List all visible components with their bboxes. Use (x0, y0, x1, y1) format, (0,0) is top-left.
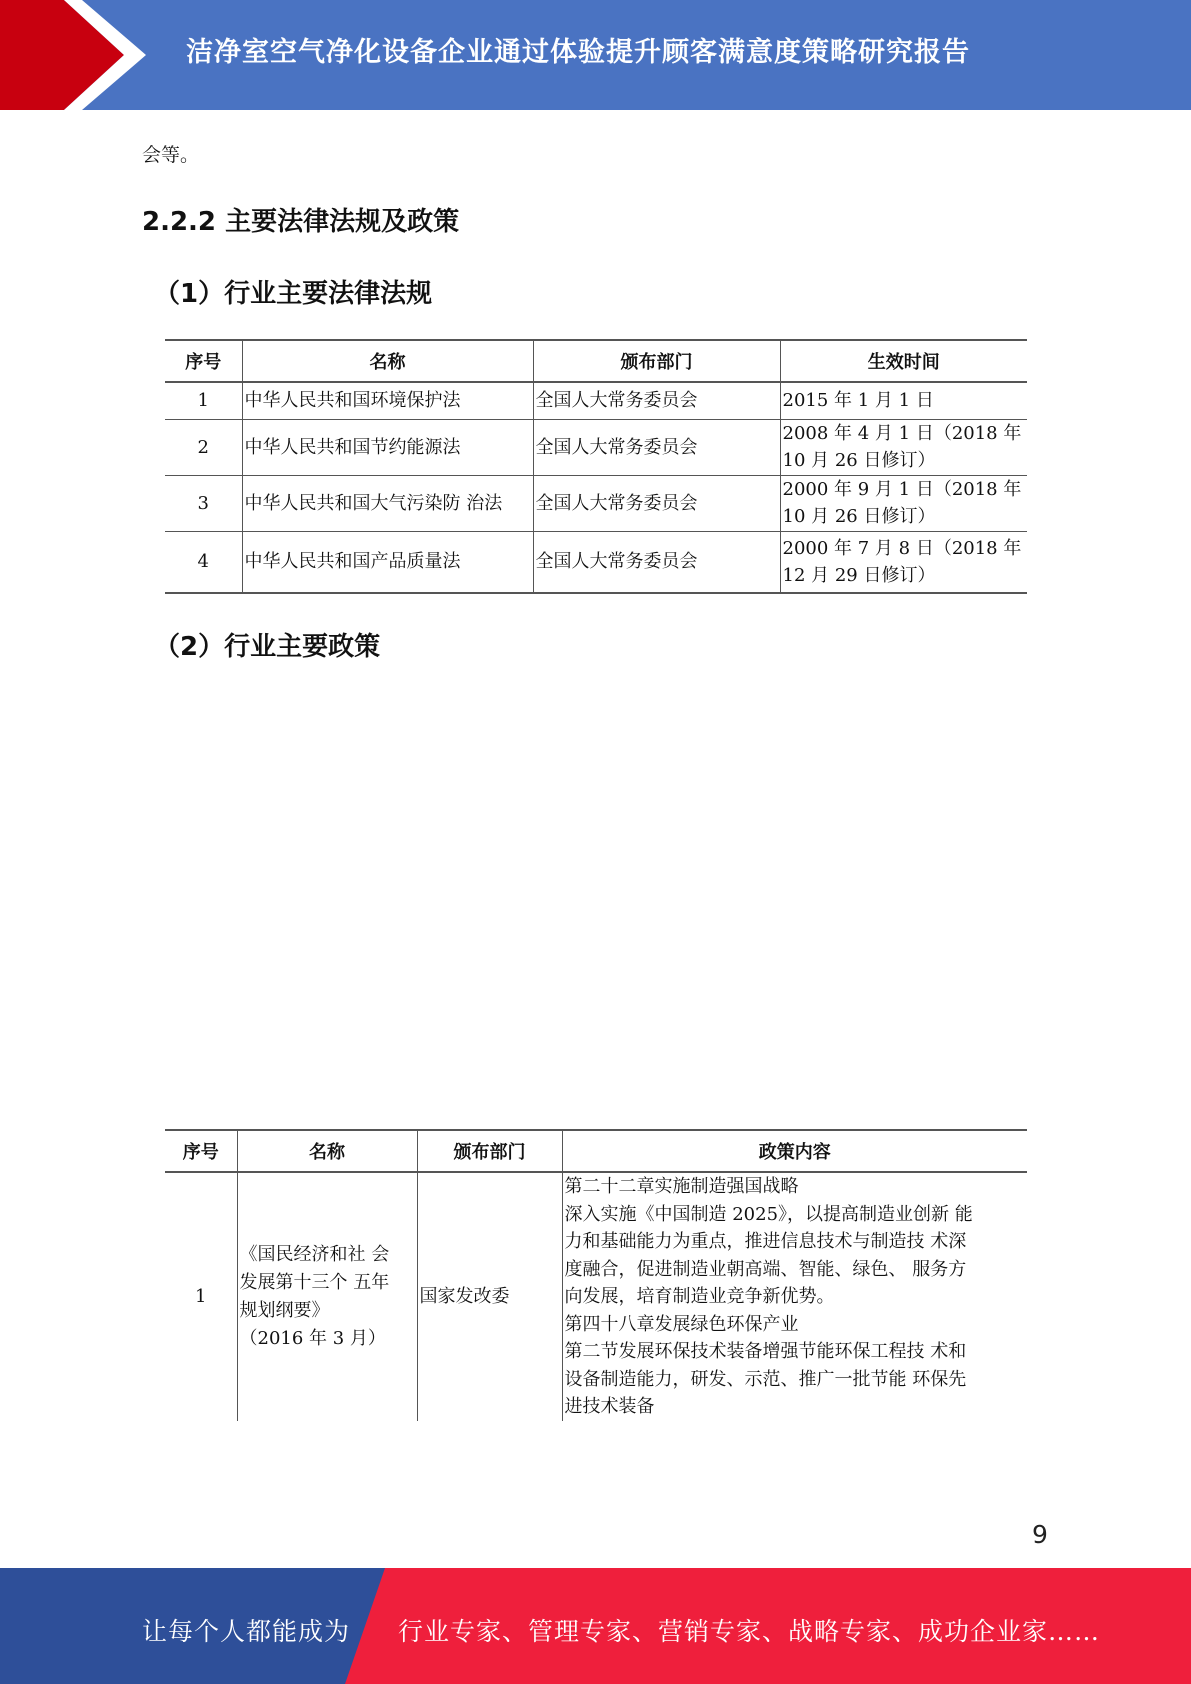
page-number: 9 (1032, 1520, 1048, 1549)
table-header-row (165, 1130, 1027, 1172)
effective-date: 2015 年 1 月 1 日 (780, 382, 1027, 419)
policy-name-line: 发展第十三个 五年 (239, 1271, 390, 1293)
policy-content (562, 1172, 1027, 1421)
table-header-row (165, 340, 1027, 382)
column-header: 序号 (165, 1130, 237, 1172)
policy-name (237, 1172, 417, 1421)
policy-name-line: 规划纲要》 (239, 1299, 330, 1321)
column-header: 名称 (242, 340, 533, 382)
policy-content-line: 向发展，培育制造业竞争新优势。 (564, 1286, 835, 1307)
subsection-laws-heading: （1）行业主要法律法规 (154, 279, 433, 309)
issuing-department: 全国人大常务委员会 (533, 531, 780, 593)
effective-date: 2000 年 7 月 8 日（2018 年 12 月 29 日修订） (780, 531, 1027, 593)
column-header: 颁布部门 (533, 340, 780, 382)
law-name: 中华人民共和国环境保护法 (242, 382, 533, 419)
policies-table (165, 1129, 1027, 1421)
footer-banner (0, 1568, 1191, 1684)
policy-content-line: 设备制造能力，研发、示范、推广一批节能 环保先 (564, 1368, 967, 1390)
policy-name-line: 《国民经济和社 会 (239, 1243, 390, 1265)
row-number: 3 (165, 475, 242, 531)
report-title: 洁净室空气净化设备企业通过体验提升顾客满意度策略研究报告 (186, 37, 970, 68)
footer-slogan-left: 让每个人都能成为 (142, 1617, 351, 1646)
issuing-department: 全国人大常务委员会 (533, 419, 780, 475)
column-header: 颁布部门 (417, 1130, 562, 1172)
laws-table (165, 339, 1027, 594)
law-name: 中华人民共和国大气污染防 治法 (242, 475, 533, 531)
effective-date: 2000 年 9 月 1 日（2018 年 10 月 26 日修订） (780, 475, 1027, 531)
policy-content-line: 进技术装备 (564, 1396, 655, 1417)
law-name: 中华人民共和国产品质量法 (242, 531, 533, 593)
issuing-department: 国家发改委 (417, 1172, 562, 1421)
column-header: 政策内容 (562, 1130, 1027, 1172)
effective-date: 2008 年 4 月 1 日（2018 年 10 月 26 日修订） (780, 419, 1027, 475)
section-heading: 2.2.2 主要法律法规及政策 (142, 207, 460, 237)
table-row (165, 475, 1027, 531)
row-number: 2 (165, 419, 242, 475)
table-row (165, 1172, 1027, 1421)
table-row (165, 382, 1027, 419)
column-header: 序号 (165, 340, 242, 382)
policy-content-line: 第二十二章实施制造强国战略 (564, 1176, 799, 1197)
row-number: 4 (165, 531, 242, 593)
policy-content-line: 度融合，促进制造业朝高端、智能、绿色、 服务方 (564, 1258, 967, 1280)
issuing-department: 全国人大常务委员会 (533, 475, 780, 531)
column-header: 名称 (237, 1130, 417, 1172)
row-number: 1 (165, 1172, 237, 1421)
policy-content-line: 力和基础能力为重点，推进信息技术与制造技 术深 (564, 1231, 967, 1252)
subsection-policies-heading: （2）行业主要政策 (154, 632, 381, 662)
footer-slogan-right: 行业专家、管理专家、营销专家、战略专家、成功企业家…… (398, 1617, 1101, 1646)
policy-content-line: 第二节发展环保技术装备增强节能环保工程技 术和 (564, 1341, 967, 1362)
policy-content-line: 深入实施《中国制造 2025》，以提高制造业创新 能 (564, 1203, 973, 1225)
table-row (165, 531, 1027, 593)
table-row (165, 419, 1027, 475)
column-header: 生效时间 (780, 340, 1027, 382)
policy-content-line: 第四十八章发展绿色环保产业 (564, 1313, 799, 1335)
header-banner (0, 0, 1191, 110)
intro-text: 会等。 (142, 144, 200, 166)
row-number: 1 (165, 382, 242, 419)
law-name: 中华人民共和国节约能源法 (242, 419, 533, 475)
policy-name-line: （2016 年 3 月） (239, 1327, 386, 1349)
issuing-department: 全国人大常务委员会 (533, 382, 780, 419)
